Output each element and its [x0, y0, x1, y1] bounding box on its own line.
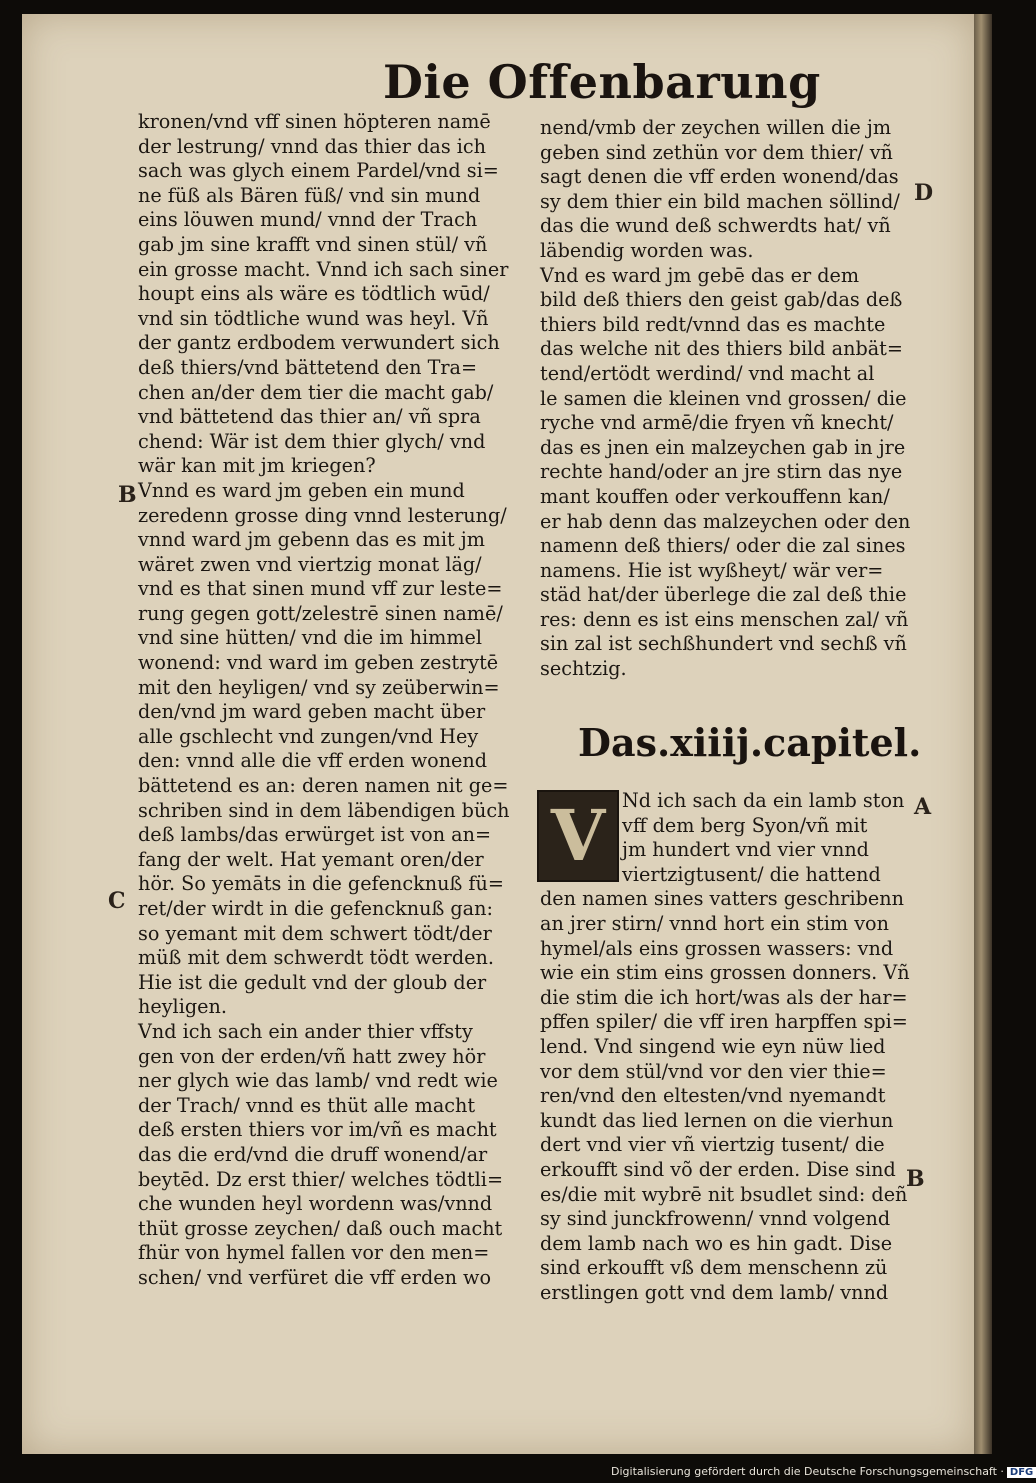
- text-line: müß mit dem schwerdt tödt werden.: [138, 946, 494, 970]
- text-line: kundt das lied lernen on die vierhun: [540, 1108, 894, 1132]
- text-line: es/die mit wybrē nit bsudlet sind: deñ: [540, 1182, 908, 1206]
- text-line: jm hundert vnd vier vnnd: [622, 838, 869, 862]
- text-line: erkoufft sind võ der erden. Dise sind: [540, 1157, 896, 1181]
- text-line: mit den heyligen/ vnd sy zeüberwin=: [138, 675, 500, 699]
- text-line: erstlingen gott vnd dem lamb/ vnnd: [540, 1280, 889, 1304]
- text-line: der Trach/ vnnd es thüt alle macht: [138, 1093, 476, 1117]
- text-line: vnnd ward jm gebenn das es mit jm: [138, 528, 485, 552]
- text-line: sach was glych einem Pardel/vnd si=: [138, 159, 499, 183]
- text-line: vnd es that sinen mund vff zur leste=: [138, 577, 503, 601]
- text-line: das die erd/vnd die druff wonend/ar: [138, 1142, 488, 1166]
- text-line: res: denn es ist eins menschen zal/ vñ: [540, 607, 909, 631]
- margin-marker-a: A: [914, 794, 932, 820]
- text-line: städ hat/der überlege die zal deß thie: [540, 583, 907, 607]
- text-line: sind erkoufft vß dem menschenn zü: [540, 1256, 888, 1280]
- text-line: ein grosse macht. Vnnd ich sach siner: [138, 257, 509, 281]
- text-line: gab jm sine krafft vnd sinen stül/ vñ: [138, 232, 488, 256]
- text-line: rechte hand/oder an jre stirn das nye: [540, 460, 903, 484]
- text-line: eins löuwen mund/ vnnd der Trach: [138, 208, 478, 232]
- chapter-heading: Das.xiiij.capitel.: [578, 720, 922, 765]
- text-line: ret/der wirdt in die gefencknuß gan:: [138, 897, 493, 920]
- text-line: sin zal ist sechßhundert vnd sechß vñ: [540, 632, 907, 656]
- text-line: hör. So yemāts in die gefencknuß fü=: [138, 872, 504, 896]
- text-line: kronen/vnd vff sinen höpteren namē: [138, 110, 491, 133]
- text-line: zeredenn grosse ding vnnd lesterung/: [138, 503, 507, 527]
- text-line: Vnd ich sach ein ander thier vffsty: [138, 1019, 473, 1043]
- text-line: vnd sin tödtliche wund was heyl. Vñ: [138, 306, 489, 330]
- text-line: den/vnd jm ward geben macht über: [138, 700, 486, 724]
- text-line: bild deß thiers den geist gab/das deß: [540, 288, 903, 312]
- text-line: so yemant mit dem schwert tödt/der: [138, 921, 492, 945]
- margin-marker-b-right: B: [906, 1166, 925, 1192]
- text-line: le samen die kleinen vnd grossen/ die: [540, 386, 907, 410]
- text-line: er hab denn das malzeychen oder den: [540, 509, 911, 533]
- text-line: deß lambs/das erwürget ist von an=: [138, 823, 492, 847]
- text-line: vor dem stül/vnd vor den vier thie=: [540, 1059, 887, 1083]
- text-line: rung gegen gott/zelestrē sinen namē/: [138, 601, 503, 625]
- text-line: hymel/als eins grossen wassers: vnd: [540, 936, 894, 960]
- text-line: sechtzig.: [540, 657, 627, 681]
- text-line: lend. Vnd singend wie eyn nüw lied: [540, 1034, 886, 1058]
- text-line: Vnd es ward jm gebē das er dem: [540, 263, 860, 287]
- text-line: schen/ vnd verfüret die vff erden wo: [138, 1265, 492, 1289]
- text-line: dert vnd vier vñ viertzig tusent/ die: [540, 1133, 885, 1157]
- text-line: che wunden heyl wordenn was/vnnd: [138, 1192, 493, 1216]
- text-line: die stim die ich hort/was als der har=: [540, 985, 908, 1009]
- text-line: viertzigtusent/ die hattend: [622, 862, 881, 886]
- text-line: den namen sines vatters geschribenn: [540, 887, 904, 911]
- text-line: wonend: vnd ward im geben zestrytē: [138, 651, 499, 675]
- text-line: dem lamb nach wo es hin gadt. Dise: [540, 1231, 893, 1255]
- margin-marker-d: D: [914, 180, 934, 206]
- text-line: sagt denen die vff erden wonend/das: [540, 165, 899, 189]
- text-line: chen an/der dem tier die macht gab/: [138, 380, 494, 404]
- text-line: wäret zwen vnd viertzig monat läg/: [138, 552, 482, 576]
- text-line: gen von der erden/vñ hatt zwey hör: [138, 1044, 486, 1068]
- text-line: der gantz erdbodem verwundert sich: [138, 331, 500, 355]
- text-line: ryche vnd armē/die fryen vñ knecht/: [540, 411, 894, 435]
- right-column-top: [540, 116, 912, 682]
- text-line: wär kan mit jm kriegen?: [138, 454, 376, 478]
- text-line: pffen spiler/ die vff iren harpffen spi=: [540, 1010, 908, 1034]
- initial-letter: V: [550, 794, 606, 877]
- text-line: schriben sind in dem läbendigen büch: [138, 798, 510, 822]
- text-line: Nd ich sach da ein lamb ston: [622, 789, 905, 812]
- text-line: thüt grosse zeychen/ daß ouch macht: [138, 1216, 503, 1240]
- text-line: Vnnd es ward jm geben ein mund: [138, 478, 465, 502]
- text-line: wie ein stim eins grossen donners. Vñ: [540, 961, 910, 985]
- text-line: alle gschlecht vnd zungen/vnd Hey: [138, 724, 479, 748]
- text-line: vnd sine hütten/ vnd die im himmel: [138, 626, 483, 650]
- text-line: heyligen.: [138, 995, 227, 1019]
- running-head: Die Offenbarung: [383, 55, 821, 109]
- text-line: deß thiers/vnd bättetend den Tra=: [138, 355, 478, 379]
- text-line: geben sind zethün vor dem thier/ vñ: [540, 140, 893, 164]
- text-line: thiers bild redt/vnnd das es machte: [540, 312, 886, 336]
- text-line: bättetend es an: deren namen nit ge=: [138, 774, 509, 798]
- right-column-bottom: [540, 789, 912, 1305]
- margin-marker-b: B: [118, 482, 137, 508]
- text-line: das es jnen ein malzeychen gab in jre: [540, 435, 906, 459]
- text-line: ner glych wie das lamb/ vnd redt wie: [138, 1069, 498, 1093]
- text-line: sy dem thier ein bild machen söllind/: [540, 189, 900, 213]
- text-line: Hie ist die gedult vnd der gloub der: [138, 970, 487, 994]
- text-line: das welche nit des thiers bild anbät=: [540, 337, 903, 361]
- text-line: fhür von hymel fallen vor den men=: [138, 1241, 490, 1265]
- text-line: deß ersten thiers vor im/vñ es macht: [138, 1118, 497, 1142]
- dfg-logo: DFG: [1007, 1467, 1036, 1478]
- text-line: ne füß als Bären füß/ vnd sin mund: [138, 183, 481, 207]
- text-line: mant kouffen oder verkouffenn kan/: [540, 484, 890, 508]
- text-line: das die wund deß schwerdts hat/ vñ: [540, 214, 891, 238]
- text-line: namenn deß thiers/ oder die zal sines: [540, 534, 906, 558]
- margin-marker-c: C: [108, 888, 126, 914]
- text-line: vff dem berg Syon/vñ mit: [622, 813, 868, 837]
- text-line: namens. Hie ist wyßheyt/ wär ver=: [540, 558, 884, 582]
- left-column: [138, 110, 518, 1291]
- text-line: sy sind junckfrowenn/ vnnd volgend: [540, 1207, 891, 1231]
- text-line: läbendig worden was.: [540, 238, 754, 262]
- text-line: houpt eins als wäre es tödtlich wūd/: [138, 282, 490, 306]
- text-line: chend: Wär ist dem thier glych/ vnd: [138, 429, 486, 453]
- page-edge: [974, 14, 992, 1454]
- footer-credit: [611, 1465, 1036, 1478]
- text-line: beytēd. Dz erst thier/ welches tödtli=: [138, 1167, 504, 1191]
- footer-text: Digitalisierung gefördert durch die Deutsche Forschungsgemeinschaft ·: [611, 1465, 1004, 1478]
- text-line: nend/vmb der zeychen willen die jm: [540, 116, 892, 139]
- text-line: an jrer stirn/ vnnd hort ein stim von: [540, 911, 889, 935]
- text-line: vnd bättetend das thier an/ vñ spra: [138, 405, 481, 429]
- text-line: tend/ertödt werdind/ vnd macht al: [540, 361, 875, 385]
- text-line: den: vnnd alle die vff erden wonend: [138, 749, 488, 773]
- text-line: der lestrung/ vnnd das thier das ich: [138, 134, 487, 158]
- text-line: fang der welt. Hat yemant oren/der: [138, 847, 484, 871]
- text-line: ren/vnd den eltesten/vnd nyemandt: [540, 1084, 886, 1108]
